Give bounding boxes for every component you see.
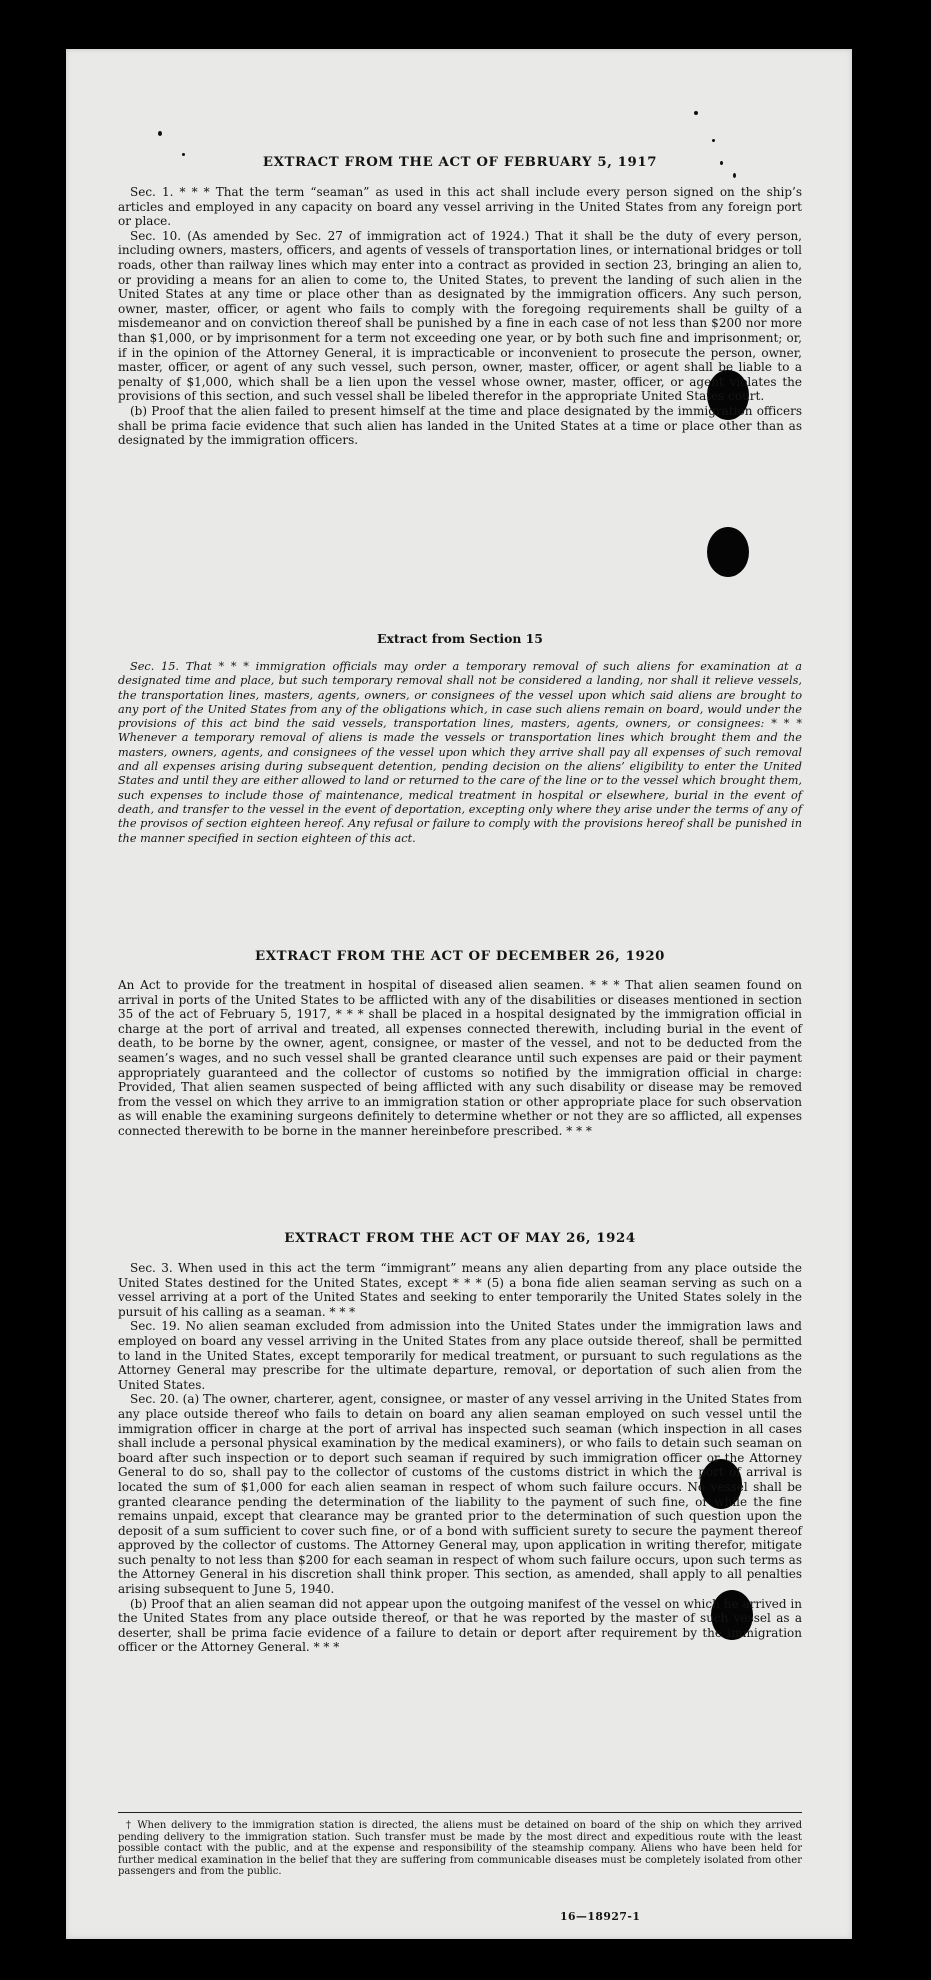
- document-page: [66, 49, 852, 1939]
- scan-speck: [694, 111, 698, 115]
- form-number: 16—18927-1: [560, 1910, 641, 1923]
- section-10-b: (b) Proof that the alien failed to present himself at the time and place designated by the immigration officers shall be prima facie evidence that such alien has landed in the United States at a time or place other than as designated by the immigration officers.: [118, 403, 802, 448]
- act-1920-block: [118, 978, 802, 1139]
- section-20-b: (b) Proof that an alien seaman did not appear upon the outgoing manifest of the vessel on which he arrived in the United States from any place outside thereof, or that he was reported by the master of such vessel as a deserter, shall be prima facie evidence of a failure to detain or deport after requirement by the immigration officer or the Attorney General. * * *: [118, 1596, 802, 1655]
- act-1920-text: An Act to provide for the treatment in hospital of diseased alien seamen. * * * That alien seamen found on arrival in ports of the United States to be afflicted with any of the disabilities or diseases mentioned in section 35 of the act of February 5, 1917, * * * shall be placed in a hospital designated by the immigration official in charge at the port of arrival and treated, all expenses connected therewith, including burial in the event of death, to be borne by the owner, agent, consignee, or master of the vessel, and not to be deducted from the seamen’s wages, and no such vessel shall be granted clearance until such expenses are paid or their payment appropriately guaranteed and the collector of customs so notified by the immigration official in charge: Provided, That alien seamen suspected of being afflicted with any such disability or disease may be removed from the vessel on which they arrive to an immigration station or other appropriate place for such observation as will enable the examining surgeons definitely to determine whether or not they are so afflicted, all expenses connected therewith to be borne in the manner hereinbefore prescribed. * * *: [118, 978, 802, 1138]
- heading-act-1917: EXTRACT FROM THE ACT OF FEBRUARY 5, 1917: [262, 155, 658, 170]
- section-15: Sec. 15. That * * * immigration officials may order a temporary removal of such aliens for examination at a designated time and place, but such temporary removal shall not be considered a landing, nor shall it relieve vessels, the transportation lines, masters, agents, owners, or consignees of the vessel upon which said aliens are brought to any port of the United States from any of the obligations which, in case such aliens remain on board, would under the provisions of this act bind the said vessels, transportation lines, masters, agents, owners, or consignees: * * * Whenever a temporary removal of aliens is made the vessels or transportation lines which brought them and the masters, owners, agents, and consignees of the vessel upon which they arrive shall pay all expenses of such removal and all expenses arising during subsequent detention, pending decision on the aliens’ eligibility to enter the United States and until they are either allowed to land or returned to the care of the line or to the vessel which brought them, such expenses to include those of maintenance, medical treatment in hospital or elsewhere, burial in the event of death, and transfer to the vessel in the event of deportation, excepting only where they arise under the terms of any of the provisos of section eighteen hereof. Any refusal or failure to comply with the provisions hereof shall be punished in the manner specified in section eighteen of this act.: [118, 660, 802, 845]
- heading-act-1924: EXTRACT FROM THE ACT OF MAY 26, 1924: [284, 1231, 636, 1246]
- section-10: Sec. 10. (As amended by Sec. 27 of immigration act of 1924.) That it shall be the duty of every person, including owners, masters, officers, and agents of vessels of transportation lines, or international bridges or toll roads, other than railway lines which may enter into a contract as provided in section 23, bringing an alien to, or providing a means for an alien to come to, the United States, to prevent the landing of such alien in the United States at any time or place other than as designated by the immigration officers. Any such person, owner, master, officer, or agent who fails to comply with the foregoing requirements shall be guilty of a misdemeanor and on conviction thereof shall be punished by a fine in each case of not less than $200 nor more than $1,000, or by imprisonment for a term not exceeding one year, or by both such fine and imprisonment; or, if in the opinion of the Attorney General, it is impracticable or inconvenient to prosecute the person, owner, master, officer, or agent of any such vessel, such person, owner, master, officer, or agent shall be liable to a penalty of $1,000, which shall be a lien upon the vessel whose owner, master, officer, or agent violates the provisions of this section, and such vessel shall be libeled therefor in the appropriate United States court.: [118, 228, 802, 404]
- act-1917-text: [118, 185, 802, 448]
- heading-act-1920: EXTRACT FROM THE ACT OF DECEMBER 26, 1920: [254, 949, 666, 964]
- section-19: Sec. 19. No alien seaman excluded from admission into the United States under the immigration laws and employed on board any vessel arriving in the United States from any place outside thereof, shall be permitted to land in the United States, except temporarily for medical treatment, or pursuant to such regulations as the Attorney General may prescribe for the ultimate departure, removal, or deportation of such alien from the United States.: [118, 1319, 802, 1392]
- act-1924-text: [118, 1261, 802, 1655]
- heading-section-15: Extract from Section 15: [377, 631, 543, 646]
- punch-hole: [707, 527, 749, 577]
- section-20-a: Sec. 20. (a) The owner, charterer, agent, consignee, or master of any vessel arriving in the United States from any place outside thereof who fails to detain on board any alien seaman employed on such vessel until the immigration officer in charge at the port of arrival has inspected such seaman (which inspection in all cases shall include a personal physical examination by the medical examiners), or who fails to detain such seaman on board after such inspection or to deport such seaman if required by such immigration officer or the Attorney General to do so, shall pay to the collector of customs of the customs district in which the port of arrival is located the sum of $1,000 for each alien seaman in respect of whom such failure occurs. No vessel shall be granted clearance pending the determination of the liability to the payment of such fine, or while the fine remains unpaid, except that clearance may be granted prior to the determination of such question upon the deposit of a sum sufficient to cover such fine, or of a bond with sufficient surety to secure the payment thereof approved by the collector of customs. The Attorney General may, upon application in writing therefor, mitigate such penalty to not less than $200 for each seaman in respect of whom such failure occurs, upon such terms as the Attorney General in his discretion shall think proper. This section, as amended, shall apply to all penalties arising subsequent to June 5, 1940.: [118, 1392, 802, 1597]
- scan-speck: [733, 173, 736, 178]
- scan-speck: [158, 131, 162, 136]
- section-15-block: [118, 660, 802, 846]
- footnote-divider: [118, 1812, 802, 1813]
- section-3: Sec. 3. When used in this act the term “immigrant” means any alien departing from any place outside the United States destined for the United States, except * * * (5) a bona fide alien seaman serving as such on a vessel arriving at a port of the United States and seeking to enter temporarily the United States solely in the pursuit of his calling as a seaman. * * *: [118, 1261, 802, 1319]
- section-1: Sec. 1. * * * That the term “seaman” as used in this act shall include every person signed on the ship’s articles and employed in any capacity on board any vessel arriving in the United States from any foreign port or place.: [118, 185, 802, 229]
- footnote: † When delivery to the immigration station is directed, the aliens must be detained on board of the ship on which they arrived pending delivery to the immigration station. Such transfer must be made by the most direct and expeditious route with the least possible contact with the public, and at the expense and responsibility of the steamship company. Aliens who have been held for further medical examination in the belief that they are suffering from communicable diseases must be completely isolated from other passengers and from the public.: [118, 1820, 802, 1878]
- scan-speck: [712, 139, 715, 142]
- footnote-block: [118, 1820, 802, 1878]
